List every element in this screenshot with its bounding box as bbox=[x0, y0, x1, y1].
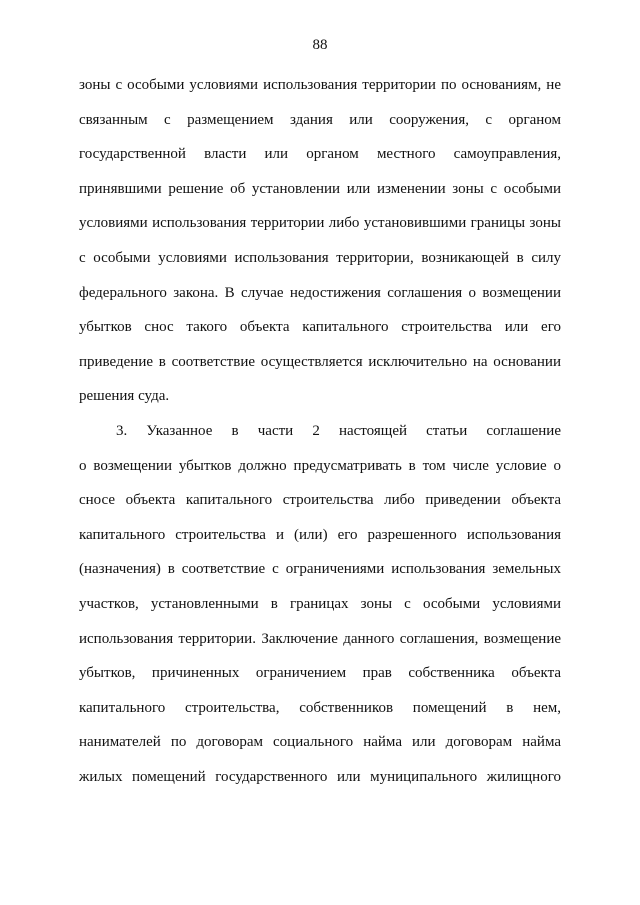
text-line: капитального строительства и (или) его разрешенного использования bbox=[79, 526, 561, 543]
text-line: условиями использования территории либо установившими границы зоны bbox=[79, 215, 561, 232]
text-line: федерального закона. В случае недостижения соглашения о возмещении bbox=[79, 284, 561, 301]
text-line: сносе объекта капитального строительства либо приведении объекта bbox=[79, 492, 561, 509]
text-line: участков, установленными в границах зоны с особыми условиями bbox=[79, 595, 561, 612]
text-line: зоны с особыми условиями использования территории по основаниям, не bbox=[79, 77, 561, 93]
text-line: о возмещении убытков должно предусматривать в том числе условие о bbox=[79, 457, 561, 474]
text-line: убытков снос такого объекта капитального строительства или его bbox=[79, 319, 561, 336]
text-line: капитального строительства, собственников помещений в нем, bbox=[79, 699, 561, 716]
paragraph-1 bbox=[79, 68, 561, 414]
text-line: убытков, причиненных ограничением прав собственника объекта bbox=[79, 665, 561, 682]
text-line: жилых помещений государственного или муниципального жилищного bbox=[79, 768, 561, 785]
text-line: государственной власти или органом местного самоуправления, bbox=[79, 146, 561, 163]
text-line: использования территории. Заключение данного соглашения, возмещение bbox=[79, 630, 561, 647]
text-line: приведение в соответствие осуществляется исключительно на основании bbox=[79, 353, 561, 370]
text-line: 3. Указанное в части 2 настоящей статьи соглашение bbox=[116, 422, 561, 439]
page-number: 88 bbox=[312, 37, 328, 53]
document-body bbox=[79, 68, 561, 794]
text-line: (назначения) в соответствие с ограничениями использования земельных bbox=[79, 561, 561, 578]
text-line: решения суда. bbox=[79, 388, 170, 405]
text-line: с особыми условиями использования территории, возникающей в силу bbox=[79, 249, 561, 266]
text-line: нанимателей по договорам социального найма или договорам найма bbox=[79, 734, 561, 751]
paragraph-2 bbox=[79, 414, 561, 795]
text-line: принявшими решение об установлении или изменении зоны с особыми bbox=[79, 180, 561, 197]
text-line: связанным с размещением здания или сооружения, с органом bbox=[79, 111, 561, 128]
